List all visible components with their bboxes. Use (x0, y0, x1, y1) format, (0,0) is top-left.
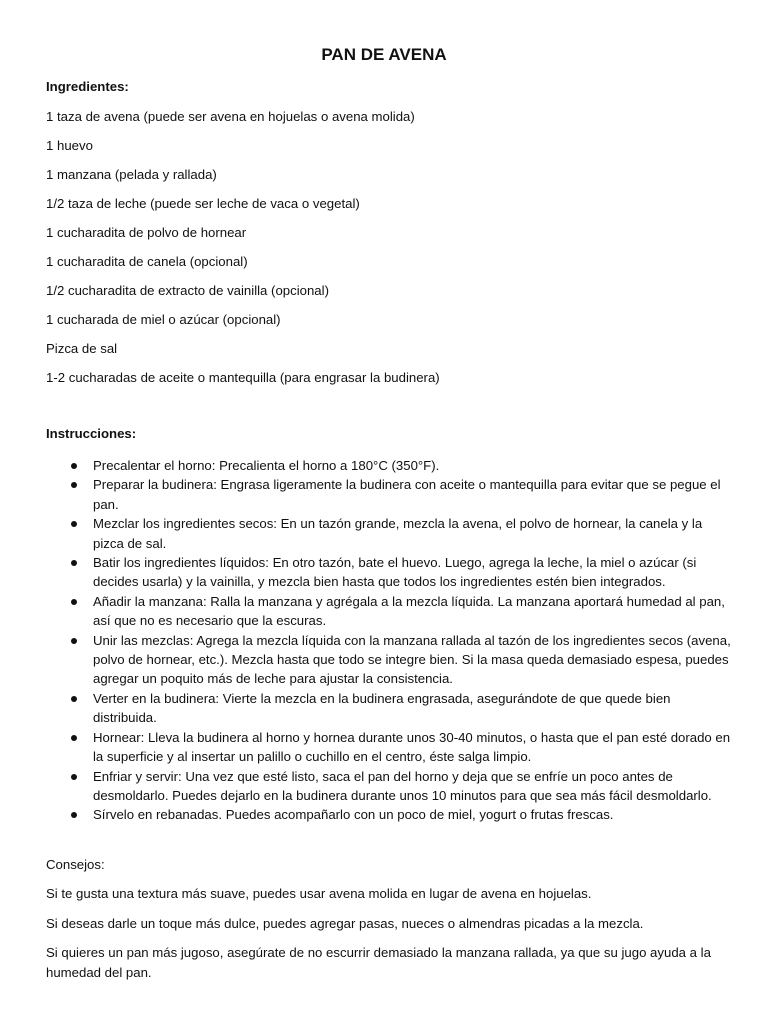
ingredient-item: 1 manzana (pelada y rallada) (46, 167, 217, 182)
page-title: PAN DE AVENA (321, 45, 447, 64)
instruction-item (46, 475, 736, 514)
ingredients-list (46, 108, 440, 398)
ingredient-item: 1 cucharada de miel o azúcar (opcional) (46, 312, 281, 327)
tips-section (46, 855, 736, 992)
bullet-icon (71, 638, 77, 644)
instruction-item (46, 456, 736, 475)
instruction-item (46, 689, 736, 728)
instruction-item (46, 553, 736, 592)
instruction-text: Verter en la budinera: Vierte la mezcla en la budinera engrasada, asegurándote de que quede bien distribuida. (93, 690, 671, 726)
instruction-item (46, 728, 736, 767)
instruction-item (46, 805, 736, 824)
ingredients-heading: Ingredientes: (46, 79, 129, 94)
tips-heading: Consejos: (46, 857, 105, 872)
ingredient-item: 1-2 cucharadas de aceite o mantequilla (para engrasar la budinera) (46, 370, 440, 385)
ingredient-item: 1 taza de avena (puede ser avena en hojuelas o avena molida) (46, 109, 415, 124)
bullet-icon (71, 599, 77, 605)
tip-item: Si te gusta una textura más suave, puedes usar avena molida en lugar de avena en hojuelas. (46, 886, 592, 902)
instruction-item (46, 631, 736, 689)
ingredient-item: 1/2 cucharadita de extracto de vainilla (opcional) (46, 283, 329, 298)
instruction-text: Unir las mezclas: Agrega la mezcla líquida con la manzana rallada al tazón de los ingredientes secos (avena, polvo de hornear, etc.). Mezcla hasta que todo se integre bien. Si la masa queda demasiado espesa, puedes agregar un poquito más de leche para ajustar la consistencia. (93, 632, 731, 687)
ingredient-item: 1 cucharadita de polvo de hornear (46, 225, 247, 240)
bullet-icon (71, 735, 77, 741)
instructions-heading: Instrucciones: (46, 426, 137, 441)
instructions-list (46, 456, 736, 825)
bullet-icon (71, 521, 77, 527)
ingredient-item: 1/2 taza de leche (puede ser leche de vaca o vegetal) (46, 196, 360, 211)
tip-item: Si quieres un pan más jugoso, asegúrate de no escurrir demasiado la manzana rallada, ya que su jugo ayuda a la humedad del pan. (46, 945, 711, 980)
bullet-icon (71, 696, 77, 702)
instruction-item (46, 592, 736, 631)
bullet-icon (71, 774, 77, 780)
ingredient-item: 1 cucharadita de canela (opcional) (46, 254, 248, 269)
instruction-text: Mezclar los ingredientes secos: En un tazón grande, mezcla la avena, el polvo de hornear, la canela y la pizca de sal. (93, 516, 703, 551)
bullet-icon (71, 812, 77, 818)
instruction-text: Enfriar y servir: Una vez que esté listo, saca el pan del horno y deja que se enfríe un poco antes de desmoldarlo. Puedes dejarlo en la budinera durante unos 10 minutos para que sea más fácil desmoldarlo. (93, 768, 712, 803)
bullet-icon (71, 463, 77, 469)
ingredient-item: Pizca de sal (46, 341, 118, 356)
tip-item: Si deseas darle un toque más dulce, puedes agregar pasas, nueces o almendras picadas a la mezcla. (46, 915, 644, 931)
instruction-item (46, 514, 736, 553)
instruction-text: Sírvelo en rebanadas. Puedes acompañarlo con un poco de miel, yogurt o frutas frescas. (93, 807, 614, 823)
instruction-text: Añadir la manzana: Ralla la manzana y agrégala a la mezcla líquida. La manzana aportará humedad al pan, así que no es necesario que la escuras. (93, 593, 725, 629)
instruction-item (46, 767, 736, 806)
instruction-text: Batir los ingredientes líquidos: En otro tazón, bate el huevo. Luego, agrega la leche, la miel o azúcar (si decides usarla) y la vainilla, y mezcla bien hasta que todos los ingredientes estén bien integrados. (93, 555, 697, 590)
bullet-icon (71, 482, 77, 488)
instruction-text: Precalentar el horno: Precalienta el horno a 180°C (350°F). (93, 458, 440, 473)
ingredient-item: 1 huevo (46, 138, 93, 153)
instruction-text: Preparar la budinera: Engrasa ligeramente la budinera con aceite o mantequilla para evitar que se pegue el pan. (93, 477, 721, 512)
bullet-icon (71, 560, 77, 566)
instruction-text: Hornear: Lleva la budinera al horno y hornea durante unos 30-40 minutos, o hasta que el pan esté dorado en la superficie y al insertar un palillo o cuchillo en el centro, éste salga limpio. (93, 729, 731, 765)
